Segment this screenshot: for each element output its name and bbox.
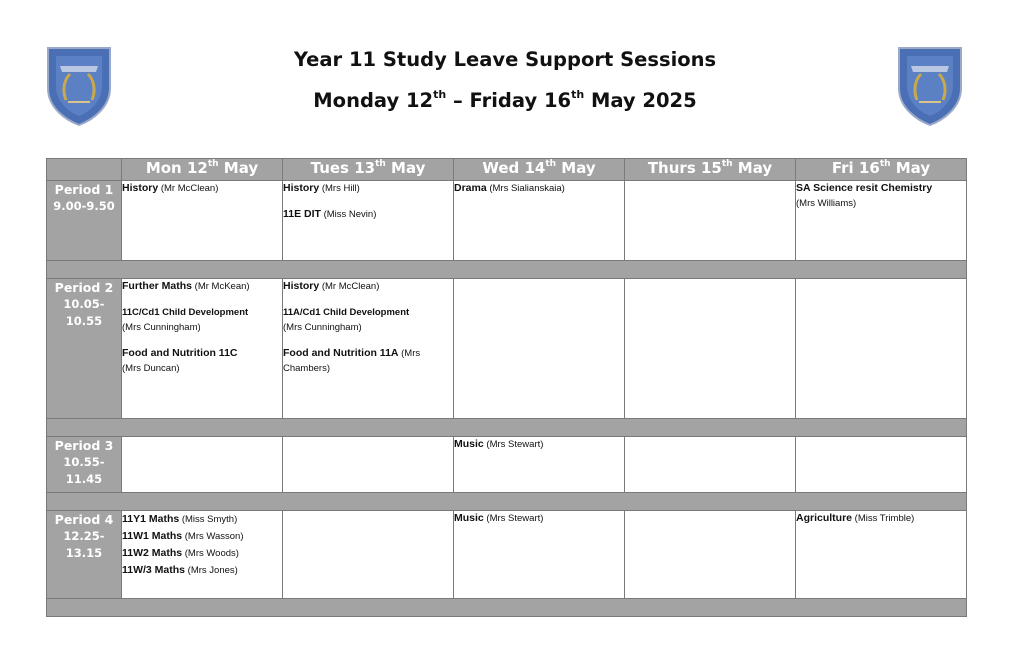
page-title: Year 11 Study Leave Support Sessions [293,48,717,71]
day-header-fri: Fri 16th May [796,159,967,181]
p3-thu-cell [625,437,796,493]
p1-wed-cell: Drama (Mrs Sialianskaia) [454,181,625,261]
period-4-row [47,511,967,599]
gap-row [47,419,967,437]
page-subtitle: Monday 12th – Friday 16th May 2025 [313,87,697,112]
p3-fri-cell [796,437,967,493]
p4-wed-cell: Music (Mrs Stewart) [454,511,625,599]
period-1-row [47,181,967,261]
p4-fri-cell: Agriculture (Miss Trimble) [796,511,967,599]
period-3-label: Period 3 10.55- 11.45 [47,437,122,493]
period-3-row [47,437,967,493]
p3-mon-cell [122,437,283,493]
day-header-thu: Thurs 15th May [625,159,796,181]
p2-thu-cell [625,279,796,419]
p1-thu-cell [625,181,796,261]
timetable [46,158,967,617]
p2-wed-cell [454,279,625,419]
day-header-mon: Mon 12th May [122,159,283,181]
p3-wed-cell: Music (Mrs Stewart) [454,437,625,493]
p3-tue-cell [283,437,454,493]
day-header-wed: Wed 14th May [454,159,625,181]
p4-tue-cell [283,511,454,599]
period-2-label: Period 2 10.05- 10.55 [47,279,122,419]
p4-thu-cell [625,511,796,599]
gap-row [47,261,967,279]
p1-tue-cell: History (Mrs Hill) 11E DIT (Miss Nevin) [283,181,454,261]
p1-fri-cell: SA Science resit Chemistry (Mrs Williams) [796,181,967,261]
p4-mon-cell: 11Y1 Maths (Miss Smyth) 11W1 Maths (Mrs Wasson) 11W2 Maths (Mrs Woods) 11W/3 Maths (Mrs Jones) [122,511,283,599]
period-1-label: Period 1 9.00-9.50 [47,181,122,261]
period-2-row [47,279,967,419]
gap-row [47,493,967,511]
corner-cell [47,159,122,181]
day-header-tue: Tues 13th May [283,159,454,181]
p2-mon-cell: Further Maths (Mr McKean) 11C/Cd1 Child Development (Mrs Cunningham) Food and Nutrition 11C (Mrs Duncan) [122,279,283,419]
p2-fri-cell [796,279,967,419]
gap-row [47,599,967,617]
p2-tue-cell: History (Mr McClean) 11A/Cd1 Child Development (Mrs Cunningham) Food and Nutrition 11A (Mrs Chambers) [283,279,454,419]
day-header-row [47,159,967,181]
period-4-label: Period 4 12.25- 13.15 [47,511,122,599]
p1-mon-cell: History (Mr McClean) [122,181,283,261]
